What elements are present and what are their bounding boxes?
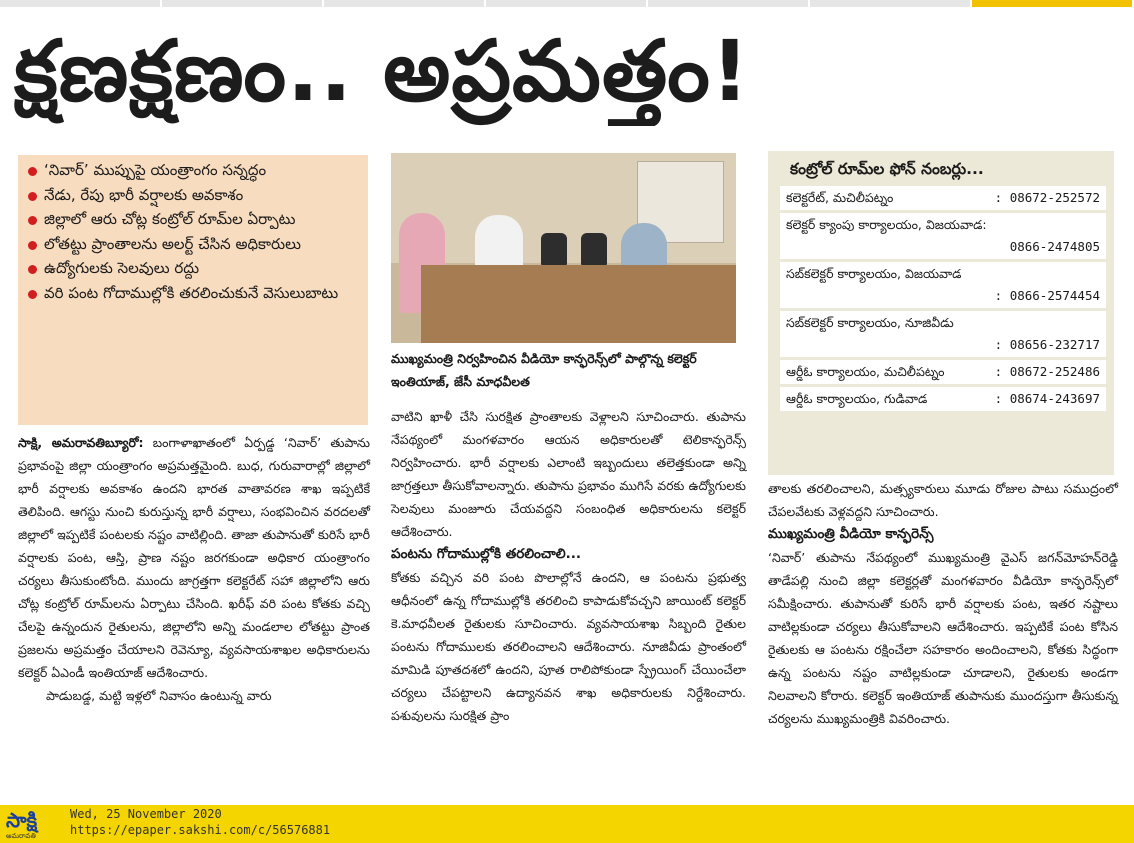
office-name: కలెక్టర్ క్యాంపు కార్యాలయం, విజయవాడ:: [786, 217, 987, 232]
edition-date: Wed, 25 November 2020: [70, 807, 222, 821]
office-name: ఆర్డీఓ కార్యాలయం, మచిలీపట్నం: [786, 364, 945, 379]
article-body: ‘నివార్’ తుపాను నేపథ్యంలో ముఖ్యమంత్రి వైఎస్ జగన్‌మోహన్‌రెడ్డి తాడేపల్లి నుంచి జిల్లా కలెక్టర్లతో మంగళవారం వీడియో కాన్ఫరెన్స్‌లో సమీక్షించారు. తుపానుతో కురిసే భారీ వర్షాలకు పంట, ఇతర నష్టాలు వాటిల్లకుండా చర్యలు తీసుకోవాలని ఆదేశించారు. ఇప్పటికే పంట కోసిన రైతులకు ఆ పంటను రక్షించేలా సహకారం అందించాలని, కోతకు సిద్ధంగా ఉన్న పంటను నష్టం వాటిల్లకుండా చూడాలని, రైతులకు అండగా నిలవాలని కోరారు. కలెక్టర్ ఇంతియాజ్ తుపానుకు ముందస్తుగా తీసుకున్న చర్యలను ముఖ్యమంత్రికి వివరించారు.: [768, 550, 1118, 726]
article-column-3: [768, 477, 1118, 730]
highlight-item: జిల్లాలో ఆరు చోట్ల కంట్రోల్ రూమ్‌ల ఏర్పాటు: [26, 208, 360, 232]
office-name: ఆర్డీఓ కార్యాలయం, గుడివాడ: [786, 391, 928, 406]
highlight-item: నేడు, రేపు భారీ వర్షాలకు అవకాశం: [26, 184, 360, 208]
article-body: వాటిని ఖాళీ చేసి సురక్షిత ప్రాంతాలకు వెళ్లాలని సూచించారు. తుపాను నేపథ్యంలో మంగళవారం ఆయన అధికారులతో టెలికాన్ఫరెన్స్ నిర్వహించారు. భారీ వర్షాలకు ఎలాంటి ఇబ్బందులు తలెత్తకుండా అన్ని జాగ్రత్తలూ తీసుకోవాలన్నారు. తుపాను ప్రభావం ముగిసే వరకు ఉద్యోగులకు సెలవులు మంజూరు చేయవద్దని సంబంధిత అధికారులను కలెక్టర్ ఆదేశించారు.: [391, 409, 746, 539]
office-name: సబ్‌కలెక్టర్ కార్యాలయం, విజయవాడ: [786, 266, 962, 281]
highlight-item: లోతట్టు ప్రాంతాలను అలర్ట్ చేసిన అధికారులు: [26, 233, 360, 257]
photo-caption: ముఖ్యమంత్రి నిర్వహించిన వీడియో కాన్ఫరెన్స్‌లో పాల్గొన్న కలెక్టర్ ఇంతియాజ్, జేసీ మాధవీలత: [391, 351, 697, 389]
phone-row: [780, 262, 1106, 308]
phone-row: [780, 186, 1106, 210]
phone-row: [780, 213, 1106, 259]
phone-number: : 08674-243697: [994, 391, 1100, 406]
photo-chair: [541, 233, 567, 269]
phone-row: [780, 387, 1106, 411]
highlight-item: వరి పంట గోదాముల్లోకి తరలించుకునే వెసులుబాటు: [26, 282, 360, 306]
phone-number: : 08672-252572: [994, 190, 1100, 205]
logo-text: సాక్షి: [6, 808, 38, 832]
phone-box-title: కంట్రోల్ రూమ్‌ల ఫోన్ నంబర్లు...: [790, 160, 984, 178]
article-paragraph: పాడుబడ్డ, మట్టి ఇళ్లలో నివాసం ఉంటున్న వారు: [46, 688, 272, 703]
subheading: పంటను గోదాముల్లోకి తరలించాలి...: [391, 546, 582, 562]
article-body: కోతకు వచ్చిన వరి పంట పొలాల్లోనే ఉందని, ఆ పంటను ప్రభుత్వ ఆధీనంలో ఉన్న గోదాముల్లోకి తరలించి కాపాడుకోవచ్చని జాయింట్ కలెక్టర్ కె.మాధవీలత రైతులకు సూచించారు. వ్యవసాయశాఖ సిబ్బంది రైతుల పంటను గోదాములకు తరలించాలని ఆదేశించారు. నూజివీడు ప్రాంతంలో మామిడి పూతదశలో ఉందని, పూత రాలిపోకుండా స్ప్రేయింగ్ చేయించేలా చర్యలు చేపట్టాలని ఉద్యానవన శాఖ అధికారులకు నిర్దేశించారు. పశువులను సురక్షిత ప్రాం: [391, 570, 746, 723]
phone-row: [780, 360, 1106, 384]
highlights-box: [18, 155, 368, 425]
photo-chair: [581, 233, 607, 269]
sakshi-logo: [6, 808, 61, 840]
highlight-item: ‘నివార్’ ముప్పుపై యంత్రాంగం సన్నద్ధం: [26, 159, 360, 183]
phone-number: : 0866-2574454: [994, 288, 1100, 303]
phone-number: : 08656-232717: [994, 337, 1100, 352]
footer-bar: [0, 805, 1134, 843]
article-body: బంగాళాఖాతంలో ఏర్పడ్డ ‘నివార్’ తుపాను ప్రభావంపై జిల్లా యంత్రాంగం అప్రమత్తమైంది. బుధ, గురువారాల్లో జిల్లాలో భారీ వర్షాలకు అవకాశం ఉందని భారత వాతావరణ శాఖ ఇప్పటికే తెలిపింది. ఆగస్టు నుంచి కురుస్తున్న భారీ వర్షాలు, సంభవించిన వరదలతో జిల్లాలో ఇప్పటికే పంటలకు నష్టం వాటిల్లింది. తాజా తుపానుతో కురిసే భారీ వర్షాలకు పంట, ఆస్తి, ప్రాణ నష్టం జరగకుండా అధికార యంత్రాంగం చర్యలు తీసుకుంటోంది. ముందు జాగ్రత్తగా కలెక్టరేట్ సహా జిల్లాలోని ఆరు చోట్ల కంట్రోల్ రూమ్‌లను ఏర్పాటు చేసింది. ఖరీఫ్ వరి పంట కోతకు వచ్చి చేలపై ఉన్నందున రైతులను, జిల్లాలోని అన్ని మండలాల లోతట్టు ప్రాంత ప్రజలను అప్రమత్తం చేయాలని రెవెన్యూ, వ్యవసాయశాఖల అధికారులను కలెక్టర్ ఏఎండీ ఇంతియాజ్ ఆదేశించారు.: [18, 435, 370, 680]
phone-row: [780, 311, 1106, 357]
article-column-1: [18, 431, 370, 707]
office-name: కలెక్టరేట్, మచిలీపట్నం: [786, 190, 894, 205]
logo-subtext: అమరావతి: [6, 832, 36, 840]
article-column-2: [391, 405, 746, 727]
dateline: సాక్షి, అమరావతిబ్యూరో:: [18, 435, 144, 450]
phone-number: 0866-2474805: [1009, 239, 1100, 254]
article-body: తాలకు తరలించాలని, మత్స్యకారులు మూడు రోజుల పాటు సముద్రంలో చేపలవేటకు వెళ్లవద్దని సూచించారు.: [768, 481, 1118, 519]
phone-number: : 08672-252486: [994, 364, 1100, 379]
headline: క్షణక్షణం.. అప్రమత్తం!: [14, 22, 751, 120]
office-name: సబ్‌కలెక్టర్ కార్యాలయం, నూజివీడు: [786, 315, 954, 330]
phone-numbers-box: [768, 151, 1114, 475]
photo-table: [421, 265, 736, 343]
news-photo: [391, 153, 736, 343]
top-strip: [0, 0, 1134, 7]
subheading: ముఖ్యమంత్రి వీడియో కాన్ఫరెన్స్: [768, 526, 934, 542]
highlight-item: ఉద్యోగులకు సెలవులు రద్దు: [26, 257, 360, 281]
epaper-link[interactable]: https://epaper.sakshi.com/c/56576881: [70, 823, 331, 837]
